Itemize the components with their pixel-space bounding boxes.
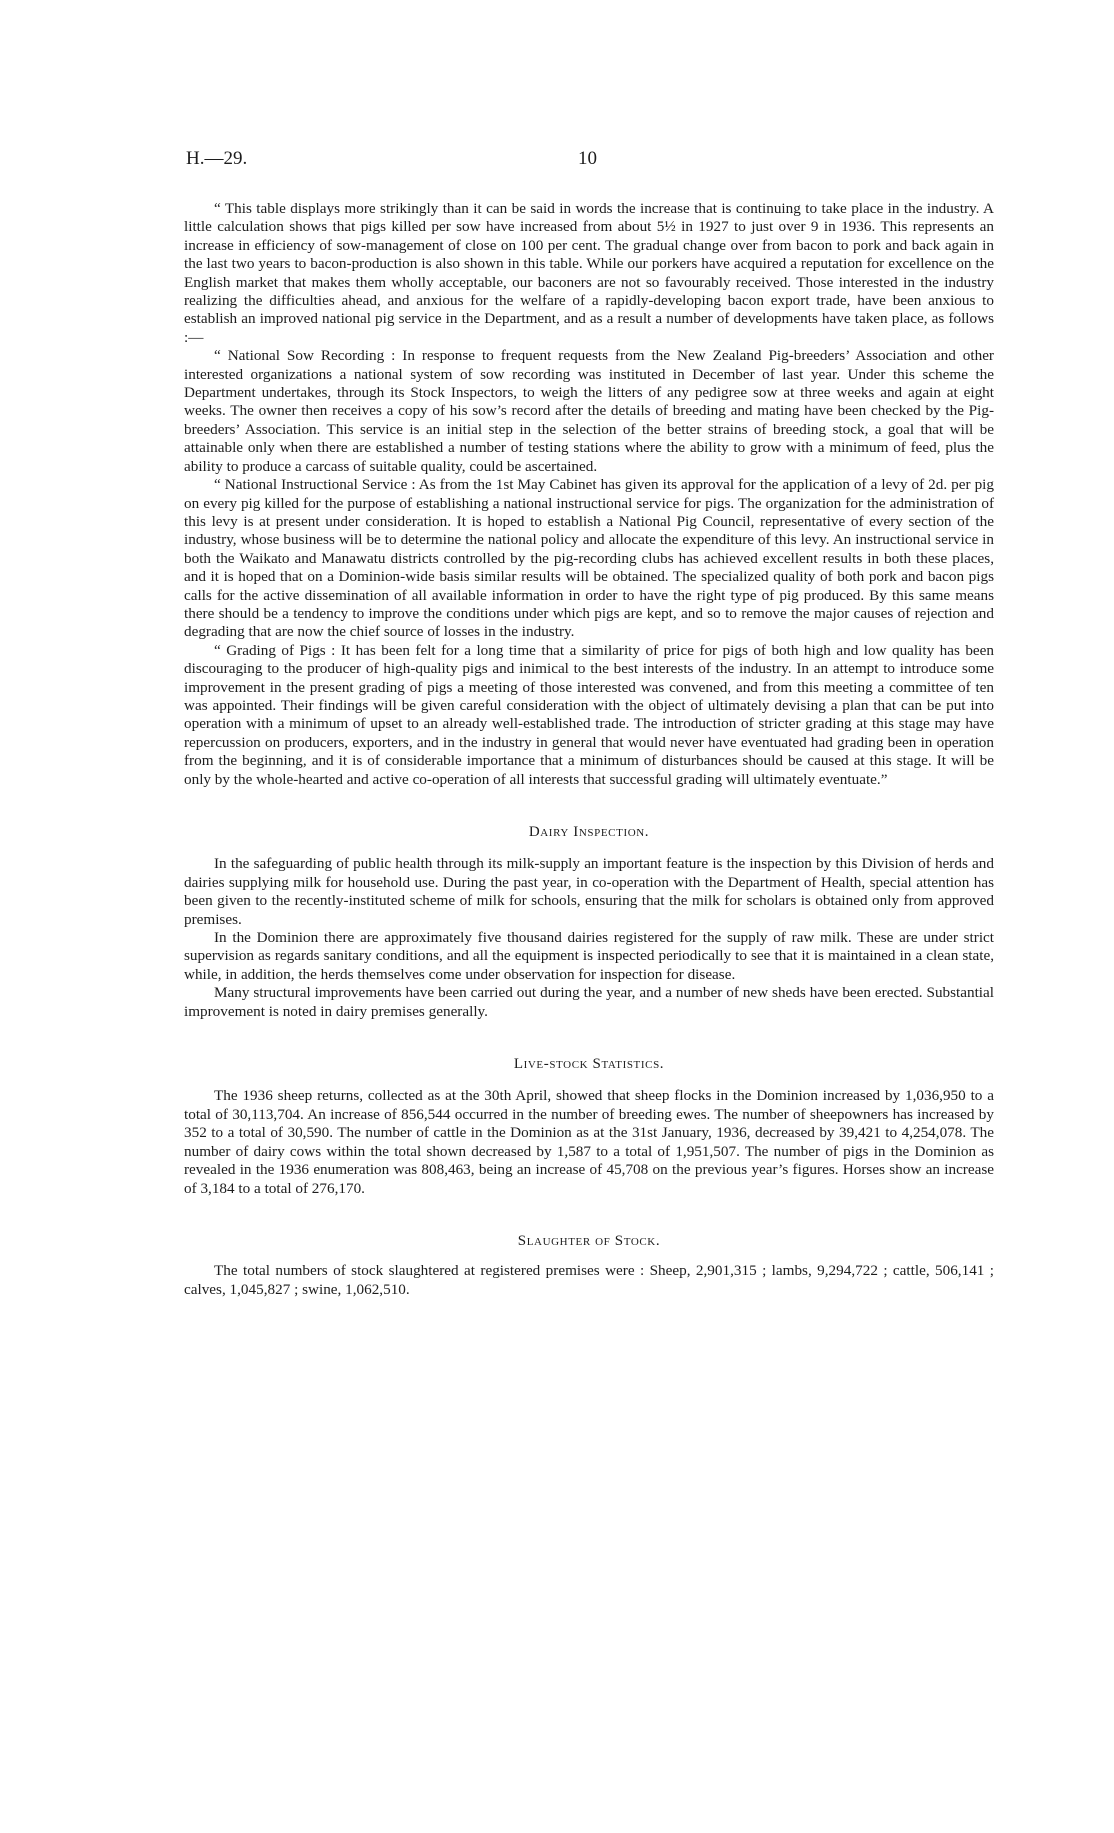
page-body — [184, 200, 994, 1299]
paragraph-raw-milk-dairies: In the Dominion there are approximately five thousand dairies registered for the supply of raw milk. These are under strict supervision as regards sanitary conditions, and all the equipment is inspected periodically to see that it is maintained in a clean state, while, in addition, the herds themselves come under observation for inspection for disease. — [184, 929, 994, 983]
slaughter-of-stock-section — [184, 1198, 994, 1299]
section-heading-dairy-inspection: Dairy Inspection. — [528, 824, 650, 840]
paragraph-national-sow-recording: “ National Sow Recording : In response to frequent requests from the New Zealand Pig-breeders’ Association and other interested organizations a national system of sow recording was instituted in December of last year. Under this scheme the Department undertakes, through its Stock Inspectors, to weigh the litters of any pedigree sow at three weeks and again at eight weeks. The owner then receives a copy of his sow’s record after the details of breeding and mating have been checked by the Pig-breeders’ Association. This service is an initial step in the selection of the better strains of breeding stock, a goal that will be attainable only when there are established a number of testing stations where the ability to grow with a minimum of feed, plus the ability to produce a carcass of suitable quality, could be ascertained. — [184, 347, 994, 475]
paragraph-slaughter-totals: The total numbers of stock slaughtered at registered premises were : Sheep, 2,901,315 ; lambs, 9,294,722 ; cattle, 506,141 ; calves, 1,045,827 ; swine, 1,062,510. — [184, 1262, 994, 1298]
document-reference: H.—29. — [186, 148, 248, 169]
paragraph-grading-of-pigs: “ Grading of Pigs : It has been felt for a long time that a similarity of price for pigs of both high and low quality has been discouraging to the producer of high-quality pigs and inimical to the best interests of the industry. In an attempt to introduce some improvement in the present grading of pigs a meeting of those interested was convened, and from this meeting a committee of ten was appointed. Their findings will be given careful consideration with the object of ultimately devising a plan that can be put into operation with a minimum of upset to an already well-established trade. The introduction of stricter grading at this stage may have repercussion on producers, exporters, and in the industry in general that would never have eventuated had grading been in operation from the beginning, and it is of considerable importance that a minimum of disturbances should be caused at this stage. It will be only by the whole-hearted and active co-operation of all interests that successful grading will ultimately eventuate.” — [184, 641, 994, 788]
pig-industry-quotation — [184, 200, 994, 789]
paragraph-structural-improvements: Many structural improvements have been carried out during the year, and a number of new sheds have been erected. Substantial improvement is noted in dairy premises generally. — [184, 984, 994, 1020]
page-number: 10 — [578, 148, 597, 169]
live-stock-statistics-section — [184, 1021, 994, 1198]
paragraph-national-instructional-service: “ National Instructional Service : As from the 1st May Cabinet has given its approval for the application of a levy of 2d. per pig on every pig killed for the purpose of establishing a national instructional service for pigs. The organization for the administration of this levy is at present under consideration. It is hoped to establish a National Pig Council, representative of every section of the industry, whose business will be to determine the national policy and allocate the expenditure of this levy. An instructional service in both the Waikato and Manawatu districts controlled by the pig-recording clubs has achieved excellent results in both these places, and it is hoped that on a Dominion-wide basis similar results will be obtained. The specialized quality of both pork and bacon pigs calls for the active dissemination of all available information in order to have the right type of pig produced. By this same means there should be a tendency to improve the conditions under which pigs are kept, and so to remove the major causes of rejection and degrading that are now the chief source of losses in the industry. — [184, 476, 994, 641]
dairy-inspection-section — [184, 789, 994, 1021]
paragraph-milk-supply: In the safeguarding of public health through its milk-supply an important feature is the inspection by this Division of herds and dairies supplying milk for household use. During the past year, in co-operation with the Department of Health, special attention has been given to the recently-instituted scheme of milk for schools, ensuring that the milk for scholars is obtained only from approved premises. — [184, 855, 994, 928]
section-heading-slaughter-of-stock: Slaughter of Stock. — [517, 1232, 661, 1249]
paragraph-sow-management: “ This table displays more strikingly than it can be said in words the increase that is continuing to take place in the industry. A little calculation shows that pigs killed per sow have increased from about 5½ in 1927 to just over 9 in 1936. This represents an increase in efficiency of sow-management of close on 100 per cent. The gradual change over from bacon to pork and back again in the last two years to bacon-production is also shown in this table. While our porkers have acquired a reputation for excellence on the English market that makes them wholly acceptable, our baconers are not so favourably received. Those interested in the industry realizing the difficulties ahead, and anxious for the welfare of a rapidly-developing bacon export trade, have been anxious to establish an improved national pig service in the Department, and as a result a number of developments have taken place, as follows :— — [184, 200, 994, 346]
section-heading-live-stock-statistics: Live-stock Statistics. — [513, 1056, 665, 1073]
paragraph-live-stock-figures: The 1936 sheep returns, collected as at the 30th April, showed that sheep flocks in the Dominion increased by 1,036,950 to a total of 30,113,704. An increase of 856,544 occurred in the number of breeding ewes. The number of sheepowners has increased by 352 to a total of 30,590. The number of cattle in the Dominion as at the 31st January, 1936, decreased by 39,421 to 4,254,078. The number of dairy cows within the total shown decreased by 1,587 to a total of 1,951,507. The number of pigs in the Dominion as revealed in the 1936 enumeration was 808,463, being an increase of 45,708 on the previous year’s figures. Horses show an increase of 3,184 to a total of 276,170. — [184, 1087, 994, 1197]
page-header — [186, 148, 986, 172]
